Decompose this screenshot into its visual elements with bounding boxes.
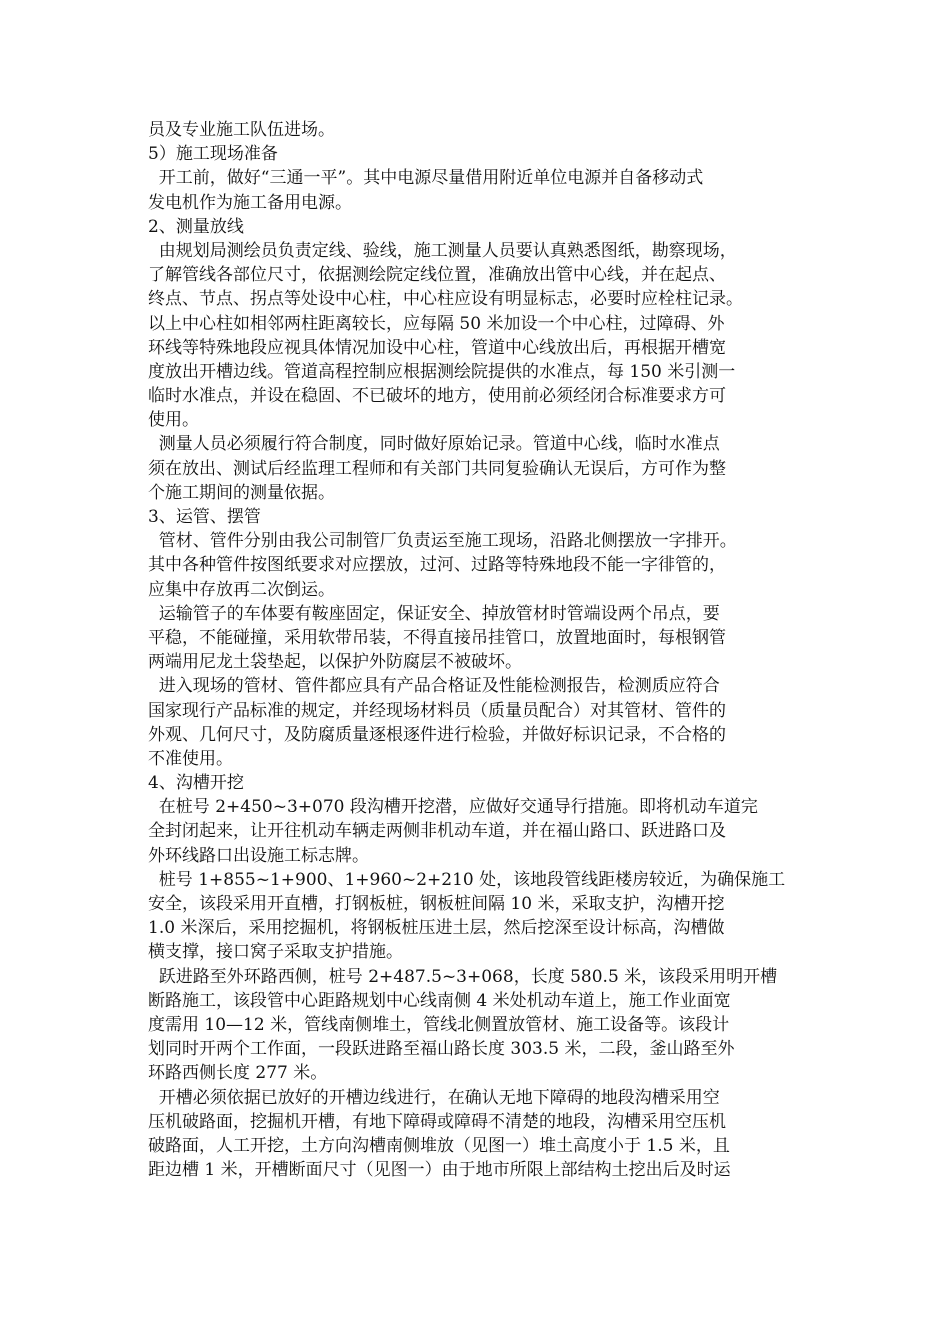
text-line: 终点、节点、拐点等处设中心柱，中心柱应设有明显标志，必要时应栓柱记录。 [148,289,743,310]
document-body [148,118,828,1182]
section-heading: 2、测量放线 [148,216,244,237]
text-line: 两端用尼龙土袋垫起，以保护外防腐层不被破坏。 [148,652,522,673]
text-line: 临时水准点，并设在稳固、不已破坏的地方，使用前必须经闭合标准要求方可 [148,386,726,407]
text-line: 在桩号 2+450~3+070 段沟槽开挖潜，应做好交通导行措施。即将机动车道完 [148,797,758,818]
text-line: 以上中心柱如相邻两柱距离较长，应每隔 50 米加设一个中心柱，过障碍、外 [148,313,725,334]
text-line: 发电机作为施工备用电源。 [148,192,352,213]
text-line: 1.0 米深后，采用挖掘机，将钢板桩压进土层，然后挖深至设计标高，沟槽做 [148,918,725,939]
text-line: 平稳，不能碰撞，采用软带吊装，不得直接吊挂管口，放置地面时，每根钢管 [148,627,726,648]
text-line: 外环线路口出设施工标志牌。 [148,845,369,866]
text-line: 破路面，人工开挖，土方向沟槽南侧堆放（见图一）堆土高度小于 1.5 米，且 [148,1135,730,1156]
text-line: 开槽必须依据已放好的开槽边线进行，在确认无地下障碍的地段沟槽采用空 [148,1087,720,1108]
text-line: 安全，该段采用开直槽，打钢板桩，钢板桩间隔 10 米，采取支护，沟槽开挖 [148,894,725,914]
text-line: 度放出开槽边线。管道高程控制应根据测绘院提供的水准点，每 150 米引测一 [148,361,736,382]
text-line: 运输管子的车体要有鞍座固定，保证安全、掉放管材时管端设两个吊点，要 [148,603,720,624]
text-line: 须在放出、测试后经监理工程师和有关部门共同复验确认无误后，方可作为整 [148,458,726,479]
text-line: 压机破路面，挖掘机开槽，有地下障碍或障碍不清楚的地段，沟槽采用空压机 [148,1111,726,1132]
section-heading: 5）施工现场准备 [148,144,278,165]
text-line: 管材、管件分别由我公司制管厂负责运至施工现场，沿路北侧摆放一字排开。 [148,531,737,552]
text-line: 桩号 1+855~1+900、1+960~2+210 处，该地段管线距楼房较近，为确保施工 [148,869,786,890]
text-line: 环路西侧长度 277 米。 [148,1063,328,1084]
text-line: 距边槽 1 米，开槽断面尺寸（见图一）由于地市所限上部结构土挖出后及时运 [148,1160,731,1181]
text-line: 测量人员必须履行符合制度，同时做好原始记录。管道中心线，临时水准点 [148,434,720,455]
text-line: 不准使用。 [148,748,233,769]
text-line: 应集中存放再二次倒运。 [148,579,335,600]
text-line: 员及专业施工队伍进场。 [148,120,335,140]
text-line: 个施工期间的测量依据。 [148,482,335,503]
text-line: 断路施工，该段管中心距路规划中心线南侧 4 米处机动车道上，施工作业面宽 [148,990,731,1011]
text-line: 进入现场的管材、管件都应具有产品合格证及性能检测报告，检测质应符合 [148,676,720,697]
text-line: 度需用 10—12 米，管线南侧堆土，管线北侧置放管材、施工设备等。该段计 [148,1014,730,1035]
text-line: 全封闭起来，让开往机动车辆走两侧非机动车道，并在福山路口、跃进路口及 [148,821,726,842]
text-line: 国家现行产品标准的规定，并经现场材料员（质量员配合）对其管材、管件的 [148,700,726,721]
text-line: 由规划局测绘员负责定线、验线，施工测量人员要认真熟悉图纸，勘察现场， [148,240,737,261]
text-line: 外观、几何尺寸，及防腐质量逐根逐件进行检验，并做好标识记录，不合格的 [148,724,726,745]
text-line: 开工前，做好“三通一平”。其中电源尽量借用附近单位电源并自备移动式 [148,168,704,189]
section-heading: 3、运管、摆管 [148,507,261,527]
text-line: 环线等特殊地段应视具体情况加设中心柱，管道中心线放出后，再根据开槽宽 [148,337,726,358]
text-line: 横支撑，接口窝子采取支护措施。 [148,942,403,963]
text-line: 使用。 [148,410,199,431]
text-line: 跃进路至外环路西侧，桩号 2+487.5~3+068，长度 580.5 米，该段采用明开槽 [148,966,778,987]
text-line: 了解管线各部位尺寸，依据测绘院定线位置，准确放出管中心线，并在起点、 [148,265,726,286]
text-line: 其中各种管件按图纸要求对应摆放，过河、过路等特殊地段不能一字徘管的， [148,555,726,576]
section-heading: 4、沟槽开挖 [148,773,244,794]
text-line: 划同时开两个工作面，一段跃进路至福山路长度 303.5 米，二段，釜山路至外 [148,1039,735,1060]
